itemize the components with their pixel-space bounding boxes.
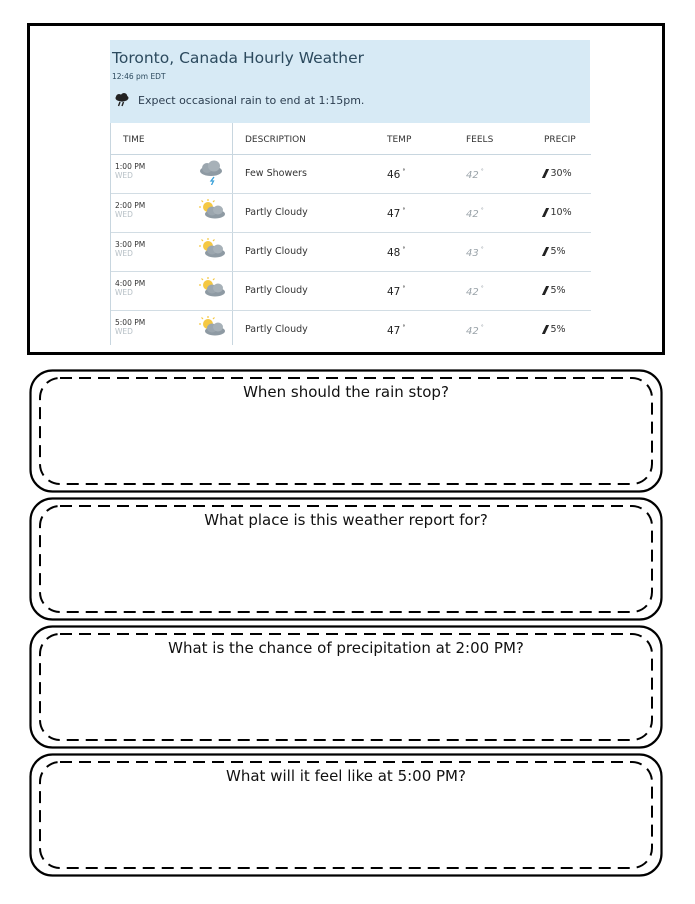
weather-screenshot-frame — [27, 23, 665, 355]
answer-box-2[interactable] — [29, 497, 663, 621]
row-feels: 42 ° — [466, 285, 484, 298]
row-day: WED — [115, 249, 133, 258]
row-time: 2:00 PM — [115, 201, 146, 210]
table-row — [111, 194, 591, 233]
answer-box-3[interactable] — [29, 625, 663, 749]
answer-box-4[interactable] — [29, 753, 663, 877]
row-time: 5:00 PM — [115, 318, 146, 327]
question-text: What is the chance of precipitation at 2:00 PM? — [29, 639, 663, 657]
row-temp: 47 ° — [387, 207, 406, 220]
row-description: Partly Cloudy — [245, 324, 308, 335]
row-temp: 46 ° — [387, 168, 406, 181]
question-text: What place is this weather report for? — [29, 511, 663, 529]
row-feels: 42 ° — [466, 207, 484, 220]
col-feels: FEELS — [466, 135, 494, 145]
row-temp: 48 ° — [387, 246, 406, 259]
raindrop-icon — [542, 286, 549, 295]
partly-cloudy-icon — [197, 237, 227, 263]
row-day: WED — [115, 210, 133, 219]
row-description: Few Showers — [245, 168, 307, 179]
col-temp: TEMP — [387, 135, 412, 145]
table-row — [111, 272, 591, 311]
table-row — [111, 311, 591, 350]
row-feels: 42 ° — [466, 324, 484, 337]
row-precip: 5% — [544, 285, 566, 296]
col-precip: PRECIP — [544, 135, 576, 145]
row-feels: 42 ° — [466, 168, 484, 181]
row-temp: 47 ° — [387, 324, 406, 337]
alert-text: Expect occasional rain to end at 1:15pm. — [138, 93, 365, 107]
raindrop-icon — [542, 169, 549, 178]
hourly-table — [110, 123, 590, 345]
row-temp: 47 ° — [387, 285, 406, 298]
question-text: What will it feel like at 5:00 PM? — [29, 767, 663, 785]
table-row — [111, 155, 591, 194]
question-text: When should the rain stop? — [29, 383, 663, 401]
row-precip: 5% — [544, 324, 566, 335]
partly-cloudy-icon — [197, 276, 227, 302]
table-header — [111, 123, 591, 155]
raindrop-icon — [542, 325, 549, 334]
weather-header — [110, 40, 590, 123]
weather-alert — [114, 93, 364, 107]
row-time: 4:00 PM — [115, 279, 146, 288]
row-precip: 5% — [544, 246, 566, 257]
partly-cloudy-icon — [197, 198, 227, 224]
row-precip: 10% — [544, 207, 572, 218]
row-day: WED — [115, 327, 133, 336]
row-precip: 30% — [544, 168, 572, 179]
table-row — [111, 233, 591, 272]
raindrop-icon — [542, 208, 549, 217]
answer-box-1[interactable] — [29, 369, 663, 493]
row-feels: 43 ° — [466, 246, 484, 259]
hourly-weather-widget — [110, 40, 590, 340]
updated-time: 12:46 pm EDT — [112, 72, 166, 81]
partly-cloudy-icon — [197, 315, 227, 341]
rain-cloud-icon — [114, 93, 130, 107]
col-time: TIME — [123, 135, 145, 145]
row-time: 1:00 PM — [115, 162, 146, 171]
row-day: WED — [115, 171, 133, 180]
row-time: 3:00 PM — [115, 240, 146, 249]
row-day: WED — [115, 288, 133, 297]
raindrop-icon — [542, 247, 549, 256]
row-description: Partly Cloudy — [245, 246, 308, 257]
row-description: Partly Cloudy — [245, 207, 308, 218]
rain-cloud-icon — [197, 159, 227, 185]
col-description: DESCRIPTION — [245, 135, 306, 145]
weather-title: Toronto, Canada Hourly Weather — [112, 49, 364, 67]
row-description: Partly Cloudy — [245, 285, 308, 296]
